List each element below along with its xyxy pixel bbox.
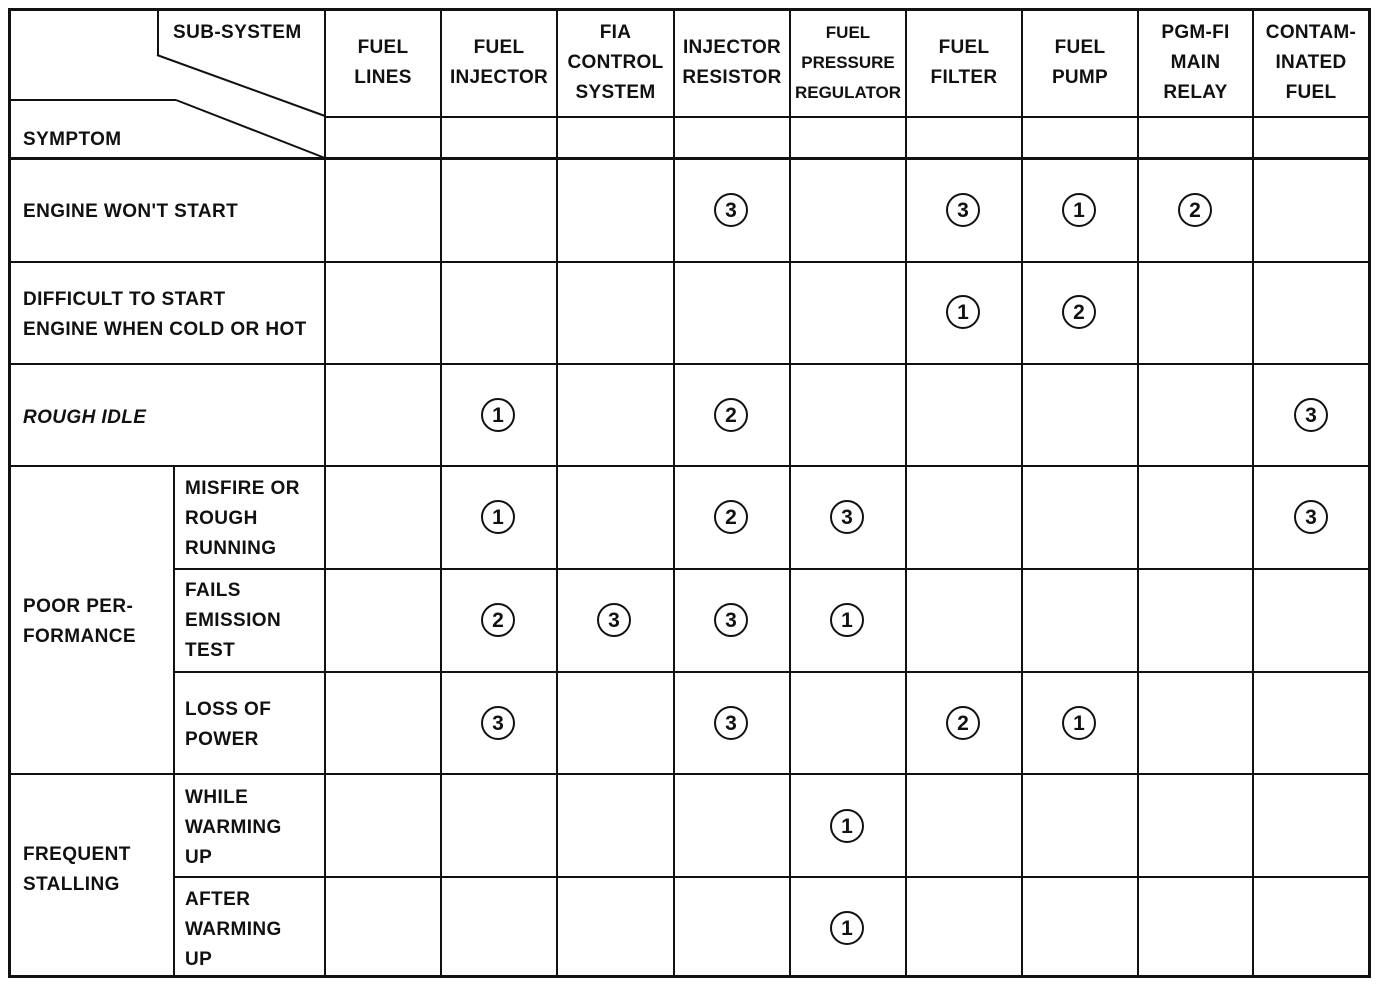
row-divider [8,773,1370,775]
group-label-poor-performance: POOR PER- FORMANCE [23,596,136,647]
rank-badge: 2 [714,398,748,432]
symptom-label: SYMPTOM [23,129,122,150]
rank-badge: 2 [481,603,515,637]
rank-badge: 1 [481,500,515,534]
row-divider [8,363,1370,365]
column-header-contaminated-fuel: CONTAM- INATED FUEL [1265,22,1357,103]
rank-badge: 2 [946,706,980,740]
rank-badge: 1 [1062,706,1096,740]
row-label-loss-of-power: LOSS OF POWER [185,699,272,750]
col-divider [556,8,558,978]
rank-badge: 1 [1062,193,1096,227]
rank-badge: 3 [714,193,748,227]
column-header-fuel-lines: FUEL LINES [354,37,412,88]
rank-badge: 3 [946,193,980,227]
rank-badge: 1 [481,398,515,432]
rank-badge: 2 [714,500,748,534]
rank-badge: 1 [830,809,864,843]
column-header-fuel-pressure-regulator: FUEL PRESSURE REGULATOR [794,23,902,102]
row-label-after-warming-up: AFTER WARMING UP [185,889,282,970]
group-label-frequent-stalling: FREQUENT STALLING [23,844,131,895]
row-divider [8,261,1370,263]
col-divider [1021,8,1023,978]
rank-badge: 1 [830,911,864,945]
col-divider [440,8,442,978]
col-divider [673,8,675,978]
row-divider [173,671,1370,673]
subsystem-label: SUB-SYSTEM [173,22,302,43]
rank-badge: 3 [481,706,515,740]
rank-badge: 1 [830,603,864,637]
rank-badge: 3 [714,706,748,740]
row-label-fails-emission: FAILS EMISSION TEST [185,580,282,661]
rank-badge: 3 [1294,398,1328,432]
column-header-fuel-pump: FUEL PUMP [1051,37,1109,88]
rank-badge: 3 [714,603,748,637]
column-header-fuel-filter: FUEL FILTER [930,37,998,88]
column-header-fuel-injector: FUEL INJECTOR [449,37,549,88]
column-header-pgm-fi-main-relay: PGM-FI MAIN RELAY [1161,22,1230,103]
col-divider [1137,8,1139,978]
col-divider [1252,8,1254,978]
column-header-injector-resistor: INJECTOR RESISTOR [682,37,782,88]
row-divider [173,876,1370,878]
header-rule-lower [8,157,1370,160]
group-divider [173,466,175,978]
rank-badge: 1 [946,295,980,329]
col-divider [905,8,907,978]
column-header-fia-control-system: FIA CONTROL SYSTEM [567,22,664,103]
row-label-difficult-to-start: DIFFICULT TO START ENGINE WHEN COLD OR HOT [23,289,307,340]
row-label-rough-idle: ROUGH IDLE [23,407,147,428]
rank-badge: 3 [830,500,864,534]
rank-badge: 3 [1294,500,1328,534]
row-label-misfire: MISFIRE OR ROUGH RUNNING [185,478,300,559]
rank-badge: 2 [1062,295,1096,329]
row-label-while-warming-up: WHILE WARMING UP [185,787,282,868]
rank-badge: 3 [597,603,631,637]
header-rule-upper [325,116,1370,118]
rank-badge: 2 [1178,193,1212,227]
col-divider [324,8,326,978]
row-divider [173,568,1370,570]
row-label-engine-wont-start: ENGINE WON'T START [23,201,239,222]
col-divider [789,8,791,978]
row-divider [8,465,1370,467]
